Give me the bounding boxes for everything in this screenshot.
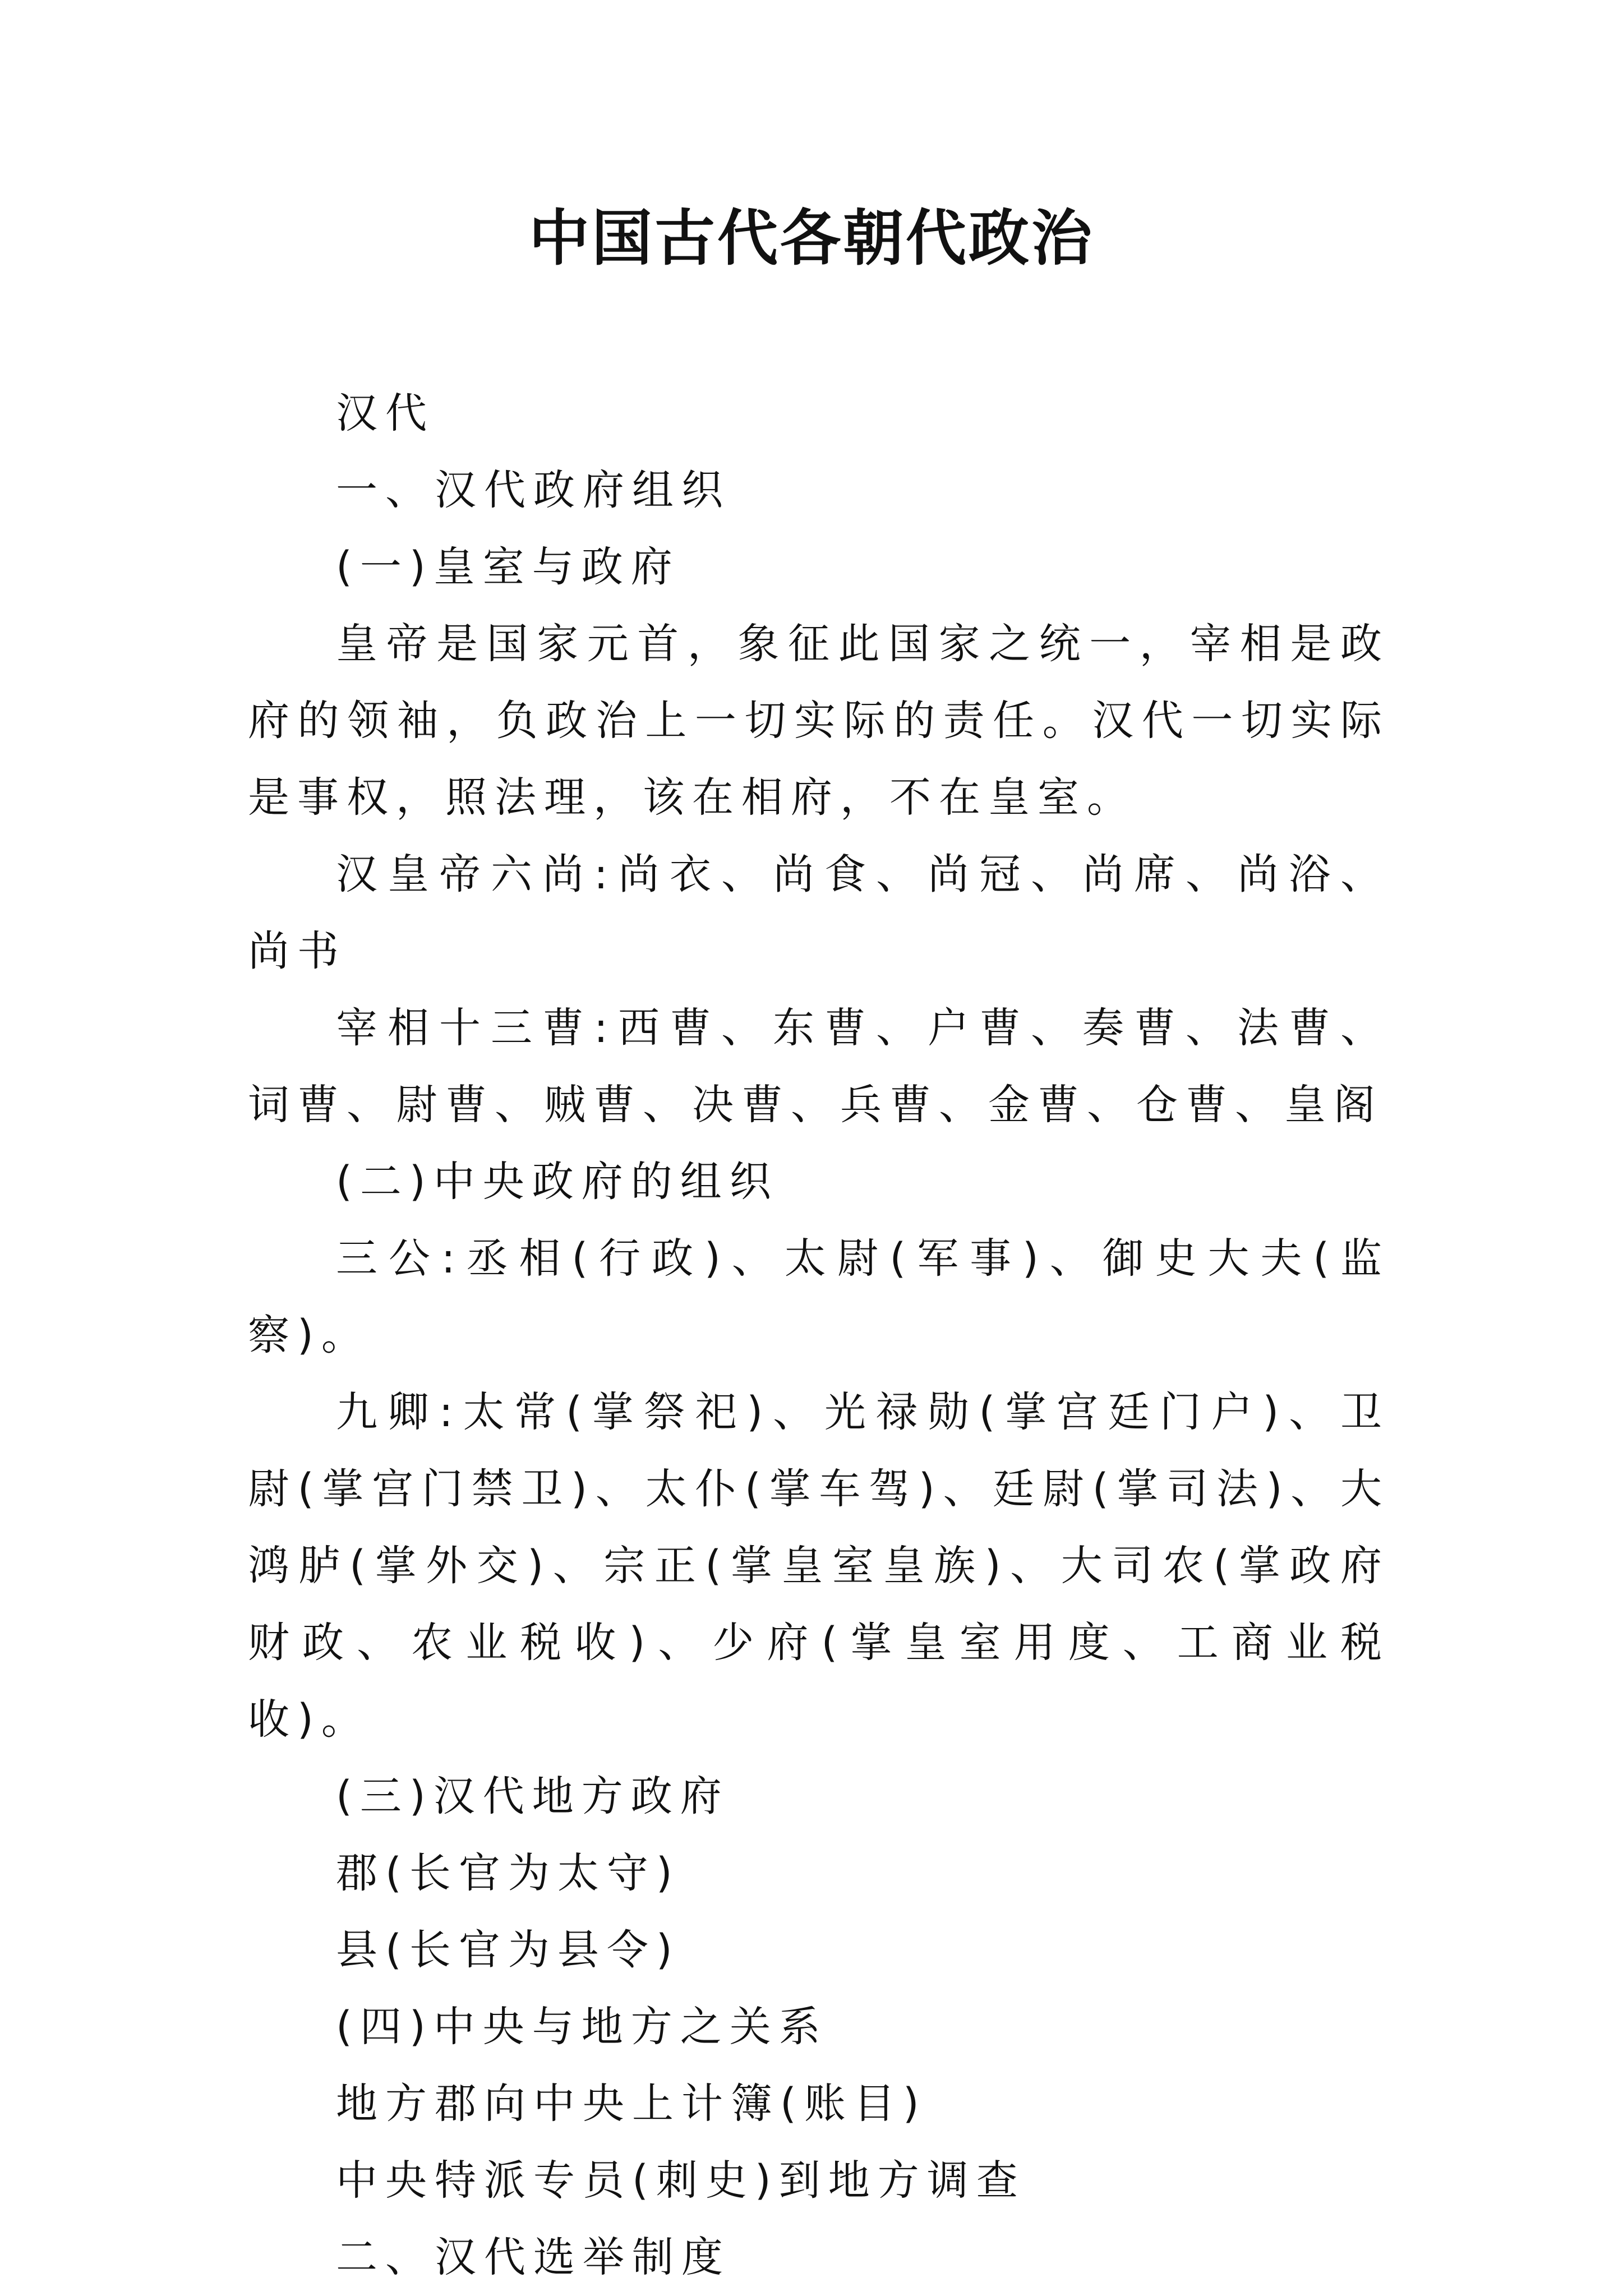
body-paragraph: 汉皇帝六尚:尚衣、尚食、尚冠、尚席、尚浴、尚书 xyxy=(248,850,1390,975)
body-paragraph: 宰相十三曹:西曹、东曹、户曹、奏曹、法曹、词曹、尉曹、贼曹、决曹、兵曹、金曹、仓曹、皇阁 xyxy=(248,1004,1390,1129)
body-paragraph: 三公:丞相(行政)、太尉(军事)、御史大夫(监察)。 xyxy=(248,1234,1390,1359)
body-paragraph: 县(长官为县令) xyxy=(336,1926,680,1974)
body-paragraph: 九卿:太常(掌祭祀)、光禄勋(掌宫廷门户)、卫尉(掌宫门禁卫)、太仆(掌车驾)、廷尉(掌司法)、大鸿胪(掌外交)、宗正(掌皇室皇族)、大司农(掌政府财政、农业税收)、少府(掌皇室用度、工商业税收)。 xyxy=(248,1388,1390,1744)
subsection-heading: (三)汉代地方政府 xyxy=(336,1772,730,1820)
subsection-heading: (二)中央政府的组织 xyxy=(336,1158,779,1206)
body-paragraph: 地方郡向中央上计簿(账目) xyxy=(336,2080,927,2128)
section-heading: 一、汉代政府组织 xyxy=(336,466,731,514)
heading-dynasty: 汉代 xyxy=(336,389,435,437)
subsection-heading: (四)中央与地方之关系 xyxy=(336,2003,828,2051)
document-body xyxy=(248,375,1390,2296)
body-paragraph: 皇帝是国家元首，象征此国家之统一，宰相是政府的领袖，负政治上一切实际的责任。汉代一切实际是事权，照法理，该在相府，不在皇室。 xyxy=(248,620,1390,822)
body-paragraph: 中央特派专员(刺史)到地方调查 xyxy=(336,2156,1026,2205)
section-heading: 二、汉代选举制度 xyxy=(336,2233,731,2281)
subsection-heading: (一)皇室与政府 xyxy=(336,543,680,591)
body-paragraph: 郡(长官为太守) xyxy=(336,1849,680,1897)
document-title: 中国古代各朝代政治 xyxy=(528,203,1094,274)
